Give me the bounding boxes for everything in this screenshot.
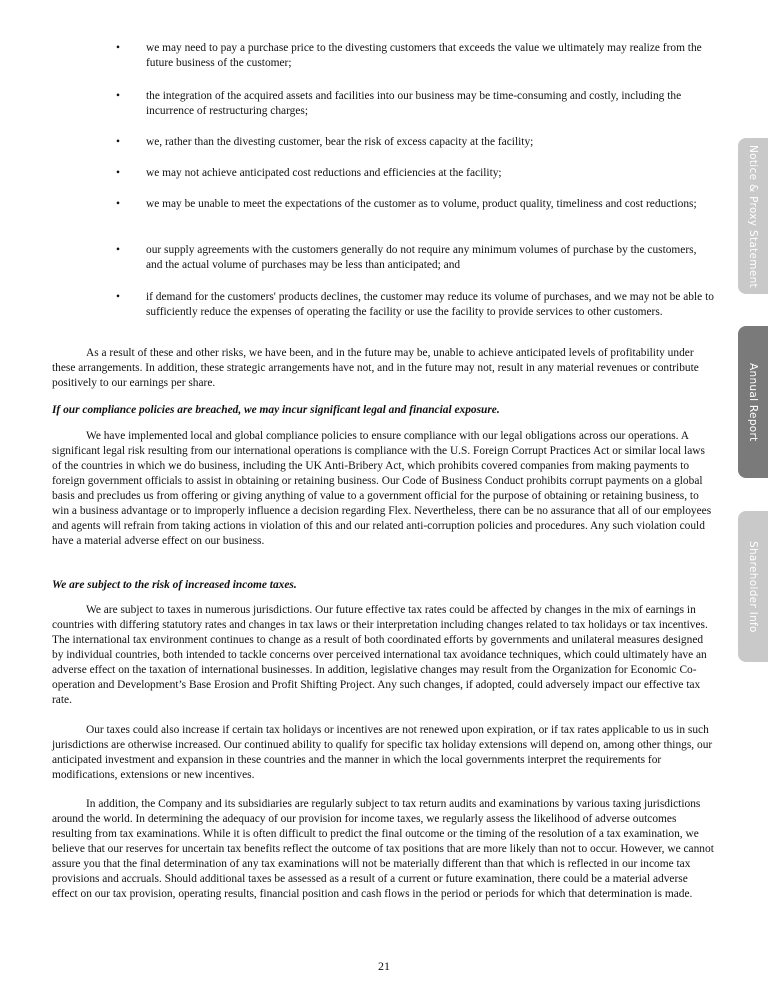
tab-annual-report[interactable] xyxy=(738,326,768,478)
tab-notice-proxy-statement[interactable] xyxy=(738,138,768,294)
bullet-text: our supply agreements with the customers generally do not require any minimum volumes of purchase by the customers, and the actual volume of purchases may be less than anticipated; and xyxy=(146,244,697,271)
tab-shareholder-info[interactable] xyxy=(738,511,768,662)
page-number: 21 xyxy=(378,959,390,973)
bullet-text: if demand for the customers' products declines, the customer may reduce its volume of purchases, and we may not be able to sufficiently reduce the expenses of operating the facility or use the facility to provide services to other customers. xyxy=(146,291,714,318)
bullet-text: we, rather than the divesting customer, bear the risk of excess capacity at the facility; xyxy=(146,136,534,148)
tab-label: Notice & Proxy Statement xyxy=(747,144,759,288)
bullet-mark: • xyxy=(116,136,120,148)
paragraph-tax-jurisdictions: We are subject to taxes in numerous jurisdictions. Our future effective tax rates could be affected by changes in the mix of earnings in countries with differing statutory rates and changes in tax laws or their interpretation including changes related to tax holidays or tax incentives. The international tax environment continues to change as a result of both coordinated efforts by governments and unilateral measures designed by individual countries, both intended to tackle concerns over perceived international tax avoidance techniques, which could ultimately have an adverse effect on the taxation of international businesses. In addition, legislative changes may result from the Organization for Economic Co-operation and Development’s Base Erosion and Profit Shifting Project. Any such changes, if adopted, could adversely impact our effective tax rate. xyxy=(52,604,708,706)
bullet-mark: • xyxy=(116,244,120,256)
bullet-text: the integration of the acquired assets and facilities into our business may be time-consuming and costly, including the incurrence of restructuring charges; xyxy=(146,90,682,117)
bullet-text: we may need to pay a purchase price to the divesting customers that exceeds the value we ultimately may realize from the future business of the customer; xyxy=(146,42,702,69)
paragraph-arrangement-risks: As a result of these and other risks, we have been, and in the future may be, unable to achieve anticipated levels of profitability under these arrangements. In addition, these strategic arrangements have not, and in the future may not, result in any material revenues or contribute positively to our earnings per share. xyxy=(52,347,699,389)
paragraph-tax-audits: In addition, the Company and its subsidiaries are regularly subject to tax return audits and examinations by various taxing jurisdictions around the world. In determining the adequacy of our provision for income taxes, we regularly assess the likelihood of adverse outcomes resulting from tax examinations. While it is often difficult to predict the final outcome or the timing of the resolution of a tax examination, we believe that our reserves for uncertain tax benefits reflect the outcome of tax positions that are more likely than not to occur. However, we cannot assure you that the final determination of any tax examinations will not be materially different than that which is reflected in our income tax provisions and accruals. Should additional taxes be assessed as a result of a current or future examination, there could be a material adverse effect on our tax provision, operating results, financial position and cash flows in the period or periods for which that determination is made. xyxy=(52,798,714,900)
bullet-text: we may be unable to meet the expectations of the customer as to volume, product quality, timeliness and cost reductions; xyxy=(146,198,697,210)
paragraph-tax-holidays: Our taxes could also increase if certain tax holidays or incentives are not renewed upon expiration, or if tax rates applicable to us in such jurisdictions are otherwise increased. Our continued ability to qualify for specific tax holiday extensions will depend on, among other things, our anticipated investment and expansion in these countries and the manner in which the local governments interpret the requirements for modifications, extensions or new incentives. xyxy=(52,724,713,781)
heading-income-taxes: We are subject to the risk of increased income taxes. xyxy=(52,579,297,591)
bullet-mark: • xyxy=(116,42,120,54)
bullet-mark: • xyxy=(116,90,120,102)
heading-compliance: If our compliance policies are breached, we may incur significant legal and financial exposure. xyxy=(52,404,500,416)
bullet-mark: • xyxy=(116,198,120,210)
tab-label: Annual Report xyxy=(747,362,759,442)
bullet-mark: • xyxy=(116,167,120,179)
tab-label: Shareholder Info xyxy=(747,540,759,633)
bullet-text: we may not achieve anticipated cost reductions and efficiencies at the facility; xyxy=(146,167,502,179)
paragraph-compliance: We have implemented local and global compliance policies to ensure compliance with our legal obligations across our operations. A significant legal risk resulting from our international operations is compliance with the U.S. Foreign Corrupt Practices Act or similar local laws of the countries in which we do business, including the UK Anti-Bribery Act, which prohibits covered companies from making payments to foreign government officials to assist in obtaining or retaining business. Our Code of Business Conduct prohibits corrupt payments on a global basis and precludes us from offering or giving anything of value to a government official for the purpose of obtaining or retaining business, to win a business advantage or to improperly influence a decision regarding Flex. Nevertheless, there can be no assurance that all of our employees and agents will refrain from taking actions in violation of this and our related anti-corruption policies and procedures. Any such violation could have a material adverse effect on our business. xyxy=(52,430,712,547)
bullet-mark: • xyxy=(116,291,120,303)
